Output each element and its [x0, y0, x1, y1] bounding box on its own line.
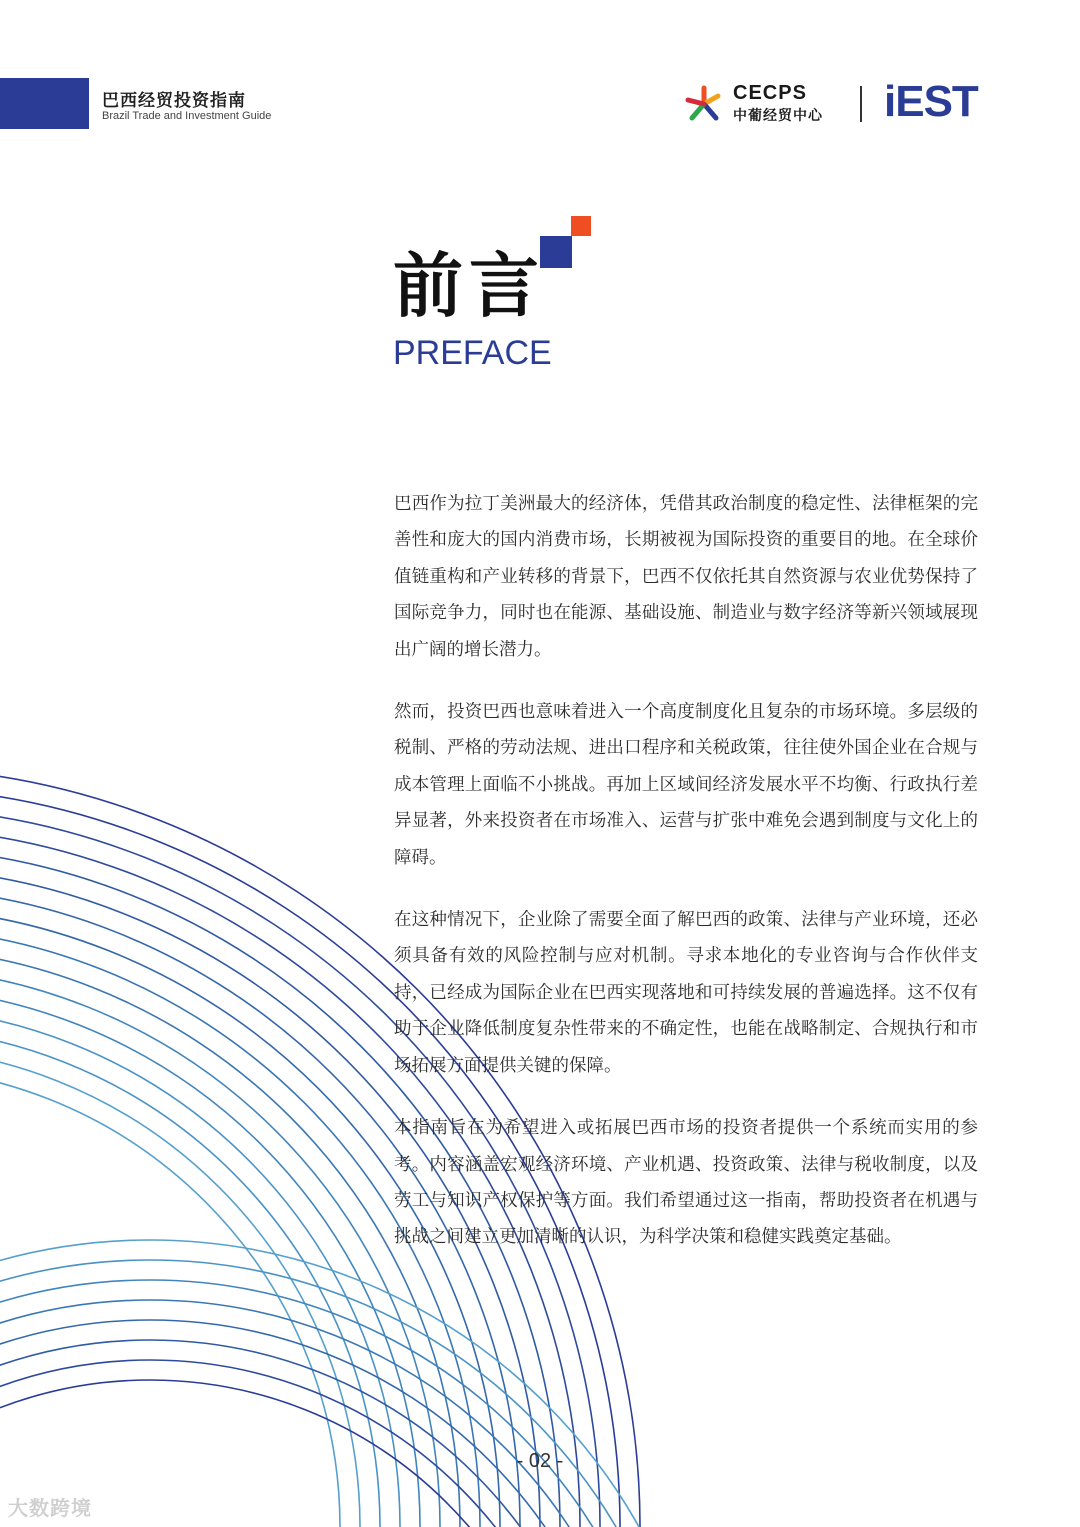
cecps-logo-text: CECPS — [733, 82, 807, 104]
paragraph-1: 巴西作为拉丁美洲最大的经济体，凭借其政治制度的稳定性、法律框架的完善性和庞大的国内消费市场，长期被视为国际投资的重要目的地。在全球价值链重构和产业转移的背景下，巴西不仅依托其自然资源与农业优势保持了国际竞争力，同时也在能源、基础设施、制造业与数字经济等新兴领域展现出广阔的增长潜力。 — [394, 494, 978, 660]
paragraph-4: 本指南旨在为希望进入或拓展巴西市场的投资者提供一个系统而实用的参考。内容涵盖宏观经济环境、产业机遇、投资政策、法律与税收制度，以及劳工与知识产权保护等方面。我们希望通过这一指南，帮助投资者在机遇与挑战之间建立更加清晰的认识，为科学决策和稳健实践奠定基础。 — [394, 1118, 978, 1248]
cecps-star-logo-icon — [684, 84, 724, 124]
page-number: - 02 - — [516, 1450, 564, 1472]
logo-divider — [860, 86, 862, 122]
guide-title-cn: 巴西经贸投资指南 — [102, 91, 246, 111]
paragraph-2: 然而，投资巴西也意味着进入一个高度制度化且复杂的市场环境。多层级的税制、严格的劳动法规、进出口程序和关税政策，往往使外国企业在合规与成本管理上面临不小挑战。再加上区域间经济发展水平不均衡、行政执行差异显著，外来投资者在市场准入、运营与扩张中难免会遇到制度与文化上的障碍。 — [394, 702, 978, 868]
paragraph-3: 在这种情况下，企业除了需要全面了解巴西的政策、法律与产业环境，还必须具备有效的风险控制与应对机制。寻求本地化的专业咨询与合作伙伴支持，已经成为国际企业在巴西实现落地和可持续发展的普遍选择。这不仅有助于企业降低制度复杂性带来的不确定性，也能在战略制定、合规执行和市场拓展方面提供关键的保障。 — [394, 910, 978, 1076]
guide-title-en: Brazil Trade and Investment Guide — [102, 110, 272, 122]
cecps-logo-cn-text: 中葡经贸中心 — [733, 108, 823, 124]
watermark: 大数跨境 — [8, 1496, 92, 1520]
iest-logo: iEST — [884, 77, 978, 126]
decor-orange-square — [571, 216, 591, 236]
preface-body — [394, 486, 978, 1282]
header-accent-bar — [0, 78, 89, 129]
page-subtitle: PREFACE — [393, 334, 552, 372]
page-title: 前言 — [393, 245, 545, 327]
